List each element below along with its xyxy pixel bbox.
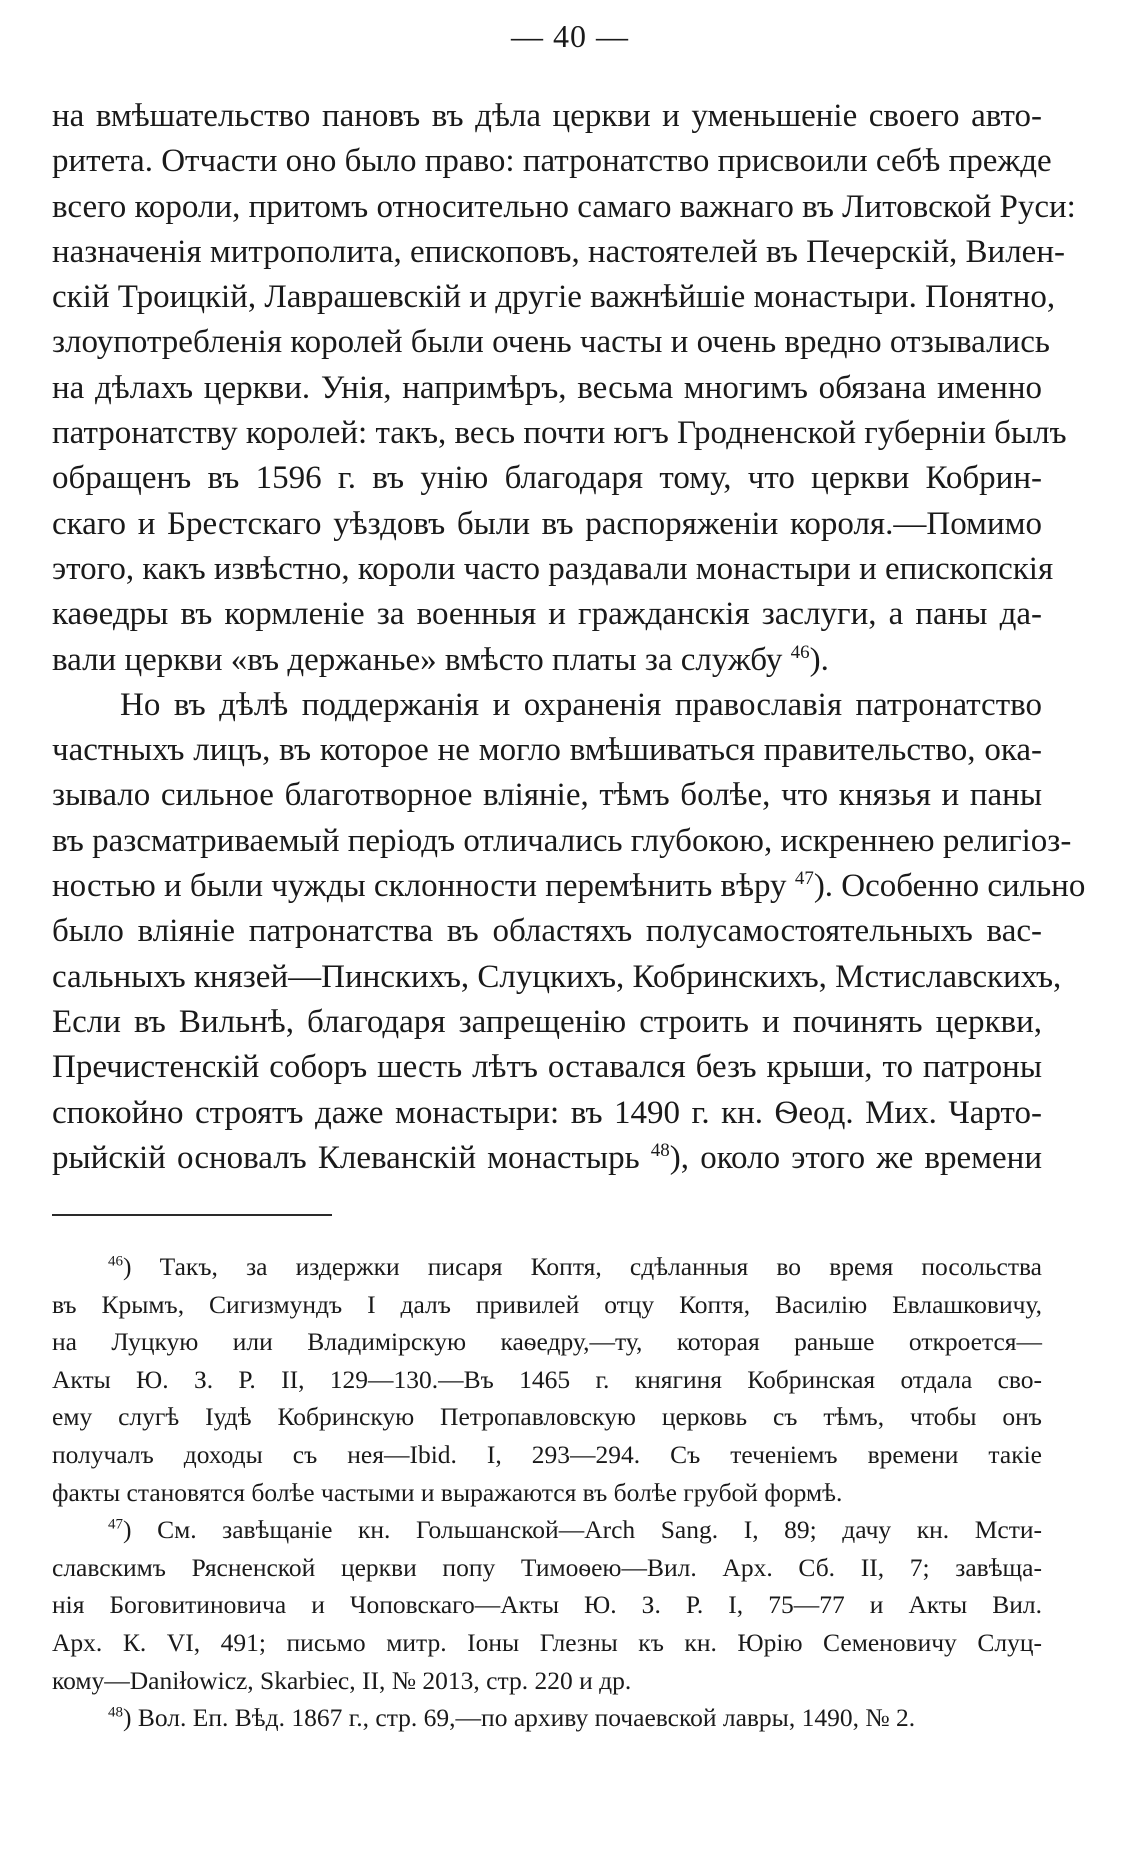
footnote-46 xyxy=(52,1248,1042,1286)
text-line: всего короли, притомъ относительно самаго важнаго въ Литовской Руси: xyxy=(52,188,1076,225)
footnote-line: кому—Daniłowicz, Skarbiec, II, № 2013, стр. 220 и др. xyxy=(52,1665,632,1695)
text-line-with-ref xyxy=(52,1136,1042,1181)
text-line: спокойно строятъ даже монастыри: въ 1490 г. кн. Ѳеод. Мих. Чарто- xyxy=(52,1094,1042,1131)
text-line: каѳедры въ кормленіе за военныя и гражданскія заслуги, а паны да- xyxy=(52,596,1042,633)
footnote-line: Акты Ю. З. Р. II, 129—130.—Въ 1465 г. княгиня Кобринская отдала сво- xyxy=(52,1364,1042,1394)
text-line: на вмѣшательство пановъ въ дѣла церкви и уменьшеніе своего авто- xyxy=(52,98,1042,134)
footnote-line: ) Такъ, за издержки писаря Коптя, сдѣланныя во время посольства xyxy=(123,1252,1042,1281)
text-line: рыйскій основалъ Клеванскій монастырь xyxy=(52,1139,640,1176)
text-line: скій Троицкій, Лаврашевскій и другіе важнѣйшіе монастыри. Понятно, xyxy=(52,279,1056,316)
ref-tail: ), xyxy=(669,1139,690,1176)
text-line: около этого же времени xyxy=(700,1139,1042,1176)
footnote-line: въ Крымъ, Сигизмундъ I далъ привилей отцу Коптя, Василію Евлашковичу, xyxy=(52,1289,1042,1319)
footnote-line: получалъ доходы съ нея—Ibid. I, 293—294. Съ теченіемъ времени такіе xyxy=(52,1439,1042,1469)
text-line: частныхъ лицъ, въ которое не могло вмѣшиваться правительство, ока- xyxy=(52,732,1042,769)
text-line: въ разсматриваемый періодъ отличались глубокою, искреннею религіоз- xyxy=(52,822,1072,859)
text-line: на дѣлахъ церкви. Унія, напримѣръ, весьма многимъ обязана именно xyxy=(52,369,1042,406)
footnote-number: 46 xyxy=(108,1253,123,1270)
text-line: Пречистенскій соборъ шесть лѣтъ оставался безъ крыши, то патроны xyxy=(52,1049,1042,1086)
ref-tail: ). xyxy=(809,641,829,678)
footnote-line: ) См. завѣщаніе кн. Гольшанской—Arch Sang. I, 89; дачу кн. Мсти- xyxy=(123,1515,1042,1545)
footnote-line: Арх. К. VI, 491; письмо митр. Іоны Глезны къ кн. Юрію Семеновичу Слуц- xyxy=(52,1627,1042,1657)
footnote-separator xyxy=(52,1214,332,1216)
ref-tail: ). Особенно сильно xyxy=(813,868,1086,905)
footnote-line: славскимъ Рясненской церкви попу Тимоѳею—Вил. Арх. Сб. II, 7; завѣща- xyxy=(52,1552,1042,1582)
text-line: этого, какъ извѣстно, короли часто раздавали монастыри и епископскія xyxy=(52,550,1054,587)
footnote-ref-47: 47 xyxy=(794,868,814,890)
footnote-line: ему слугѣ Іудѣ Кобринскую Петропавловскую церковь съ тѣмъ, чтобы онъ xyxy=(52,1402,1042,1432)
text-line: Если въ Вильнѣ, благодаря запрещенію строить и починять церкви, xyxy=(52,1003,1042,1040)
text-line-with-ref xyxy=(52,638,1042,683)
page-number: — 40 — xyxy=(511,18,629,54)
footnote-ref-46: 46 xyxy=(790,641,810,663)
text-line: было вліяніе патронатства въ областяхъ полусамостоятельныхъ вас- xyxy=(52,913,1042,950)
text-line: скаго и Брестскаго уѣздовъ были въ распоряженіи короля.—Помимо xyxy=(52,505,1042,542)
footnote-number: 47 xyxy=(108,1516,123,1533)
text-line-with-ref xyxy=(52,864,1086,909)
footnote-line: факты становятся болѣе частыми и выражаются въ болѣе грубой формѣ. xyxy=(52,1477,843,1507)
footnotes xyxy=(52,1248,1042,1737)
text-line: вали церкви «въ держанье» вмѣсто платы за службу xyxy=(52,641,783,678)
main-text xyxy=(52,94,1086,1181)
footnote-ref-48: 48 xyxy=(650,1139,670,1161)
footnote-line: нія Боговитиновича и Чоповскаго—Акты Ю. З. Р. I, 75—77 и Акты Вил. xyxy=(52,1590,1042,1620)
text-line: Но въ дѣлѣ поддержанія и охраненія православія патронатство xyxy=(120,686,1042,723)
footnote-line: на Луцкую или Владимірскую каѳедру,—ту, которая раньше откроется— xyxy=(52,1327,1042,1357)
text-line: ностью и были чужды склонности перемѣнить вѣру xyxy=(52,868,787,905)
text-line: ритета. Отчасти оно было право: патронатство присвоили себѣ прежде xyxy=(52,143,1052,180)
text-line: сальныхъ князей—Пинскихъ, Слуцкихъ, Кобринскихъ, Мстиславскихъ, xyxy=(52,958,1062,995)
text-line: злоупотребленія королей были очень часты и очень вредно отзывались xyxy=(52,324,1050,361)
text-line: обращенъ въ 1596 г. въ унію благодаря тому, что церкви Кобрин- xyxy=(52,460,1042,497)
footnote-48 xyxy=(52,1699,1042,1737)
footnote-line: ) Вол. Еп. Вѣд. 1867 г., стр. 69,—по архиву почаевской лавры, 1490, № 2. xyxy=(123,1703,916,1733)
footnote-47 xyxy=(52,1511,1042,1549)
text-line: зывало сильное благотворное вліяніе, тѣмъ болѣе, что князья и паны xyxy=(52,777,1042,814)
footnote-number: 48 xyxy=(108,1704,123,1721)
text-line: назначенія митрополита, епископовъ, настоятелей въ Печерскій, Вилен- xyxy=(52,233,1065,270)
text-line: патронатству королей: такъ, весь почти югъ Гродненской губерніи былъ xyxy=(52,415,1067,452)
